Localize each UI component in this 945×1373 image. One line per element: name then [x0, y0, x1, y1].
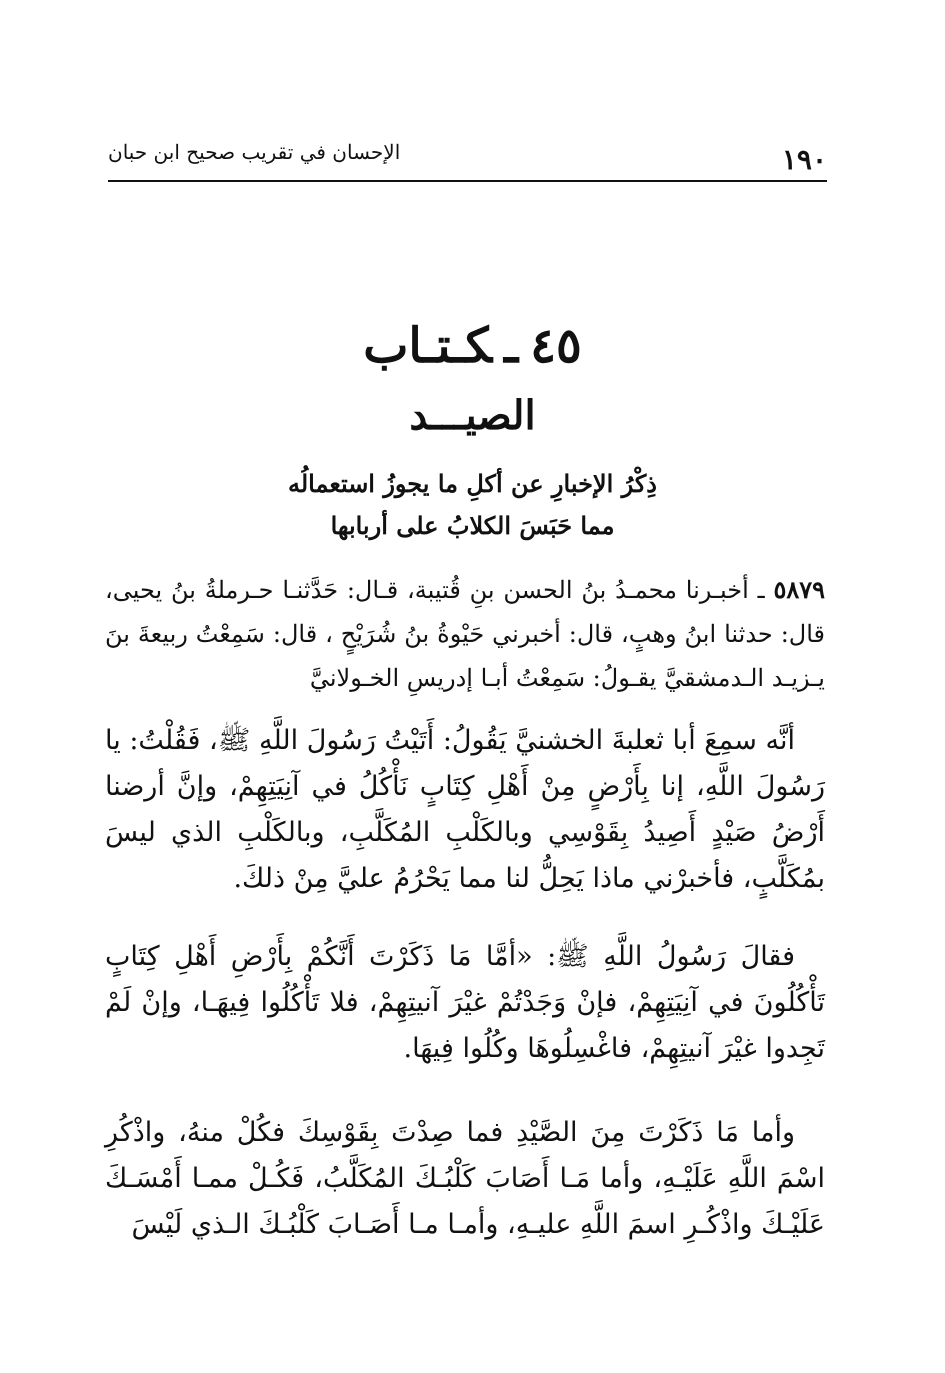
hadith-answer-paragraph: فقالَ رَسُولُ اللَّهِ ﷺ: «أمَّا مَا ذَكَرْتَ أَنَّكُمْ بِأَرْضِ أَهْلِ كِتَابٍ تَأْكُلُونَ في آنِيَتِهِمْ، فإنْ وَجَدْتُمْ غيْرَ آنيتِهِمْ، فلا تَأْكُلُوا فِيهَـا، وإنْ لَمْ تَجِدوا غيْرَ آنيتِهِمْ، فاغْسِلُوهَا وكُلُوا فِيهَا. — [105, 941, 825, 1064]
page-header — [108, 128, 827, 182]
book-heading — [0, 318, 945, 376]
book-name: الصيـــد — [409, 392, 536, 439]
hadith-chain-paragraph — [105, 568, 825, 700]
section-title-line-1: ذِكْرُ الإخبارِ عن أكلِ ما يجوزُ استعمالُه — [288, 469, 657, 498]
hadith-question-paragraph: أنَّه سمِعَ أبا ثعلبةَ الخشنيَّ يَقُولُ: أَتَيْتُ رَسُولَ اللَّهِ ﷺ، فَقُلْتُ: يا رَسُولَ اللَّهِ، إنا بِأَرْضٍ مِنْ أَهْلِ كِتَابٍ نَأْكُلُ في آنِيَتِهِمْ، وإنَّ أرضنا أَرْضُ صَيْدٍ أَصِيدُ بِقَوْسِي وبالكَلْبِ المُكَلَّبِ، وبالكَلْبِ الذي ليسَ بمُكَلَّبٍ، فأخبرْني ماذا يَحِلُّ لنا مما يَحْرُمُ عليَّ مِنْ ذلكَ. — [105, 725, 825, 894]
page-number: ١٩٠ — [781, 143, 827, 176]
hadith-number: ٥٨٧٩ — [773, 575, 825, 604]
running-title: الإحسان في تقريب صحيح ابن حبان — [108, 140, 401, 164]
section-title-line-2: مما حَبَسَ الكلابُ على أربابها — [330, 511, 615, 540]
section-title — [0, 463, 945, 547]
book-number: ٤٥ — [530, 318, 582, 374]
chain-text: ـ أخبـرنا محمـدُ بنُ الحسن بنِ قُتيبة، قـال: حَدَّثنـا حـرملةُ بنُ يحيى، قال: حدثنا ابنُ وهبٍ، قال: أخبرني حَيْوةُ بنُ شُرَيْحٍ ، قال: سَمِعْتُ ربيعةَ بنَ يـزيـد الـدمشقيَّ يقـولُ: سَمِعْتُ أبـا إدريسِ الخـولانيَّ — [105, 576, 825, 692]
book-word: كـتـاب — [363, 318, 493, 374]
heading-separator: ـ — [504, 318, 519, 374]
hadith-hunting-paragraph: وأما مَا ذَكَرْتَ مِنَ الصَّيْدِ فما صِدْتَ بِقَوْسِكَ فكُلْ منهُ، واذْكُرِ اسْمَ اللَّهِ عَلَيْـهِ، وأما مَـا أَصَابَ كَلْبُـكَ المُكَلَّبُ، فَكُـلْ ممـا أَمْسَـكَ عَلَيْـكَ واذْكُـرِ اسمَ اللَّهِ عليـهِ، وأمـا مـا أَصَـابَ كَلْبُـكَ الـذي لَيْسَ — [105, 1117, 825, 1240]
